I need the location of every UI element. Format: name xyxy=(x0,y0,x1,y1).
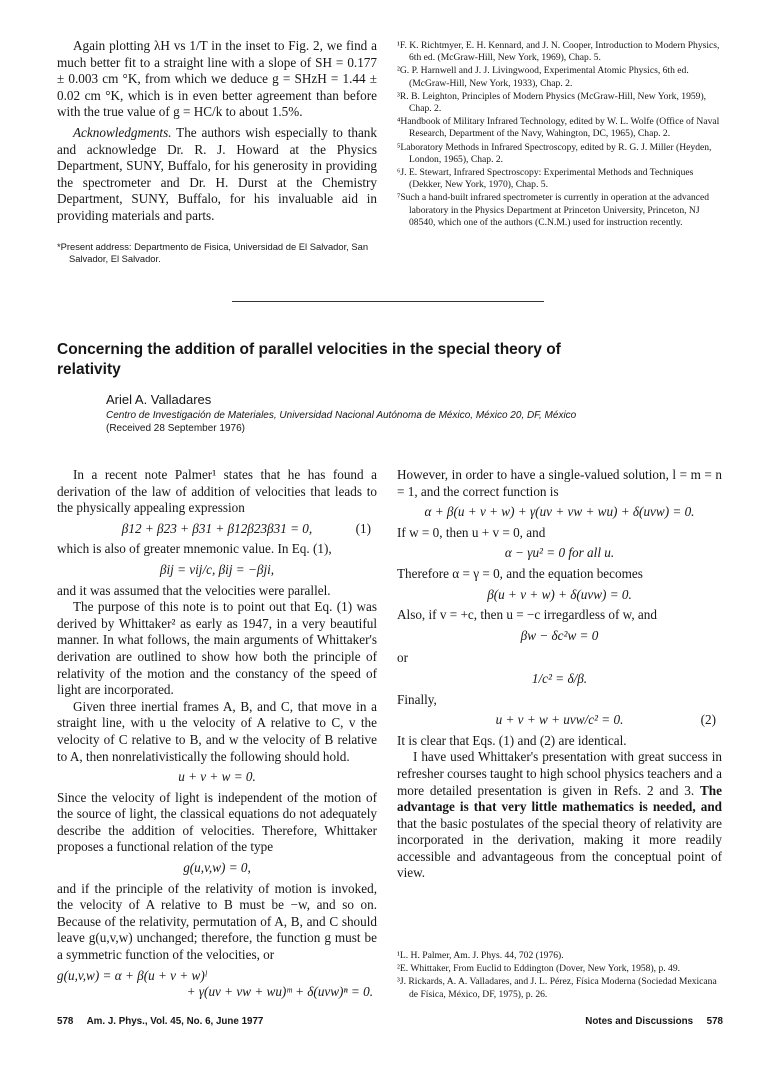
equation-d: βw − δc²w = 0 xyxy=(520,627,599,643)
equation-g-expanded-2: + γ(uv + vw + wu)ᵐ + δ(uvw)ⁿ = 0. xyxy=(186,984,373,1000)
acknowledgments xyxy=(57,125,377,225)
equation-sum: u + v + w = 0. xyxy=(178,769,256,785)
paragraph: Since the velocity of light is independent of the motion of the source of light, the classical equations do not adequately describe the addition of velocities. Therefore, Whittaker proposes a functional relation of the type xyxy=(57,789,377,855)
ref-item: ⁷Such a hand-built infrared spectrometer is currently in operation at the advanced laboratory in the Physics Department at Princeton University, Princeton, NJ 08540, which one of the authors (C.N.M.) used for instruction recently. xyxy=(397,192,710,228)
paragraph: In a recent note Palmer¹ states that he has found a derivation of the law of addition of velocities that leads to the physically appealing expression xyxy=(57,467,377,516)
ack-text: The authors wish especially to thank and acknowledge Dr. R. J. Howard at the Physics Department, SUNY, Buffalo, for his generosity in providing the spectrometer and Dr. H. Durst at the Chemistry Department, SUNY, Buffalo, for his invaluable aid in providing materials and parts. xyxy=(57,124,377,223)
paragraph: Also, if v = +c, then u = −c irregardless of w, and xyxy=(397,607,657,623)
paragraph: or xyxy=(397,650,408,666)
top-references xyxy=(397,40,722,230)
equation-number: (2) xyxy=(700,712,716,728)
equation-2: u + v + w + uvw/c² = 0. (2) xyxy=(495,712,716,728)
ref-item: ¹F. K. Richtmyer, E. H. Kennard, and J. N. Cooper, Introduction to Modern Physics, 6th ed. (McGraw-Hill, New York, 1969), Chap. 5. xyxy=(397,40,720,64)
equation-c: β(u + v + w) + δ(uvw) = 0. xyxy=(487,586,632,602)
ref-item: ¹L. H. Palmer, Am. J. Phys. 44, 702 (1976). xyxy=(397,950,564,961)
equation-1: β12 + β23 + β31 + β12β23β31 = 0, (1) xyxy=(121,520,371,536)
article-author: Ariel A. Valladares xyxy=(106,392,212,407)
right-column xyxy=(397,467,722,882)
paragraph: The purpose of this note is to point out that Eq. (1) was derived by Whittaker² as early as 1947, in a very beautiful manner. In what follows, the main arguments of Whittaker's derivation are outlined to show how both the principle of relativity of the motion and the constancy of the speed of light are incorporated. xyxy=(57,599,377,698)
bottom-references xyxy=(397,950,722,1002)
ref-item: ³J. Rickards, A. A. Valladares, and J. L. Pérez, Física Moderna (Sociedad Mexicana de Física, México, DF, 1975), p. 26. xyxy=(397,976,717,1000)
ref-item: ⁵Laboratory Methods in Infrared Spectroscopy, edited by R. G. J. Miller (Heyden, London, 1965), Chap. 2. xyxy=(397,141,712,165)
top-left-column xyxy=(57,38,377,225)
author-affiliation: Centro de Investigación de Materiales, Universidad Nacional Autónoma de México, México 20, DF, México (Received 28 September 1976) xyxy=(106,409,626,435)
present-address-footnote: *Present address: Departmento de Fisica, Universidad de El Salvador, San Salvador, El Salvador. xyxy=(57,241,369,265)
equation-a: α + β(u + v + w) + γ(uv + vw + wu) + δ(uvw) = 0. xyxy=(424,504,695,520)
article-title: Concerning the addition of parallel velocities in the special theory of relativity xyxy=(57,341,561,378)
footer-right: Notes and Discussions 578 xyxy=(585,1016,723,1027)
paragraph: which is also of greater mnemonic value. In Eq. (1), xyxy=(57,541,332,557)
paragraph: Therefore α = γ = 0, and the equation becomes xyxy=(397,565,643,581)
footer-left: 578 Am. J. Phys., Vol. 45, No. 6, June 1977 xyxy=(57,1016,264,1027)
ref-item: ⁴Handbook of Military Infrared Technology, edited by W. L. Wolfe (Office of Naval Research, Department of the Navy, Wahington, DC, 1965), Chap. 2. xyxy=(397,116,720,140)
ack-label: Acknowledgments. xyxy=(73,124,172,140)
equation-e: 1/c² = δ/β. xyxy=(531,670,588,686)
equation-g: g(u,v,w) = 0, xyxy=(183,860,251,876)
ref-item: ²E. Whittaker, From Euclid to Eddington (Dover, New York, 1958), p. 49. xyxy=(397,963,681,975)
paragraph: Given three inertial frames A, B, and C, that move in a straight line, with u the velocity of A relative to C, v the velocity of C relative to B, and w the velocity of B relative to A, then nonrelativistically the following should hold. xyxy=(57,698,377,764)
paragraph: It is clear that Eqs. (1) and (2) are identical. xyxy=(397,732,627,748)
paragraph: and it was assumed that the velocities were parallel. xyxy=(57,582,331,598)
equation-number: (1) xyxy=(355,520,371,536)
paragraph: I have used Whittaker's presentation with great success in refresher courses taught to high school physics teachers and a more detailed presentation is given in Refs. 2 and 3. The advantage is that very little mathematics is needed, and that the basic postulates of the special theory of relativity are incorporated in the derivation, making it more readily accessible and advantageous from the conceptual point of view. xyxy=(397,749,722,881)
equation-definition: βij = vij/c, βij = −βji, xyxy=(159,561,275,577)
equation-g-expanded-1: g(u,v,w) = α + β(u + v + w)ˡ xyxy=(57,967,207,983)
paragraph: If w = 0, then u + v = 0, and xyxy=(397,524,546,540)
left-column xyxy=(57,467,377,1005)
paragraph: Finally, xyxy=(397,691,437,707)
paragraph: However, in order to have a single-valued solution, l = m = n = 1, and the correct function is xyxy=(397,467,722,499)
received-date: (Received 28 September 1976) xyxy=(106,423,245,434)
closing-paragraph: Again plotting λH vs 1/T in the inset to Fig. 2, we find a much better fit to a straight line with a slope of SH = 0.177 ± 0.003 cm °K, from which we deduce g = SHzH = 1.44 ± 0.02 cm °K, which is in even better agreement than before with the true value of g = HC/k to about 1.5%. xyxy=(57,38,377,120)
ref-item: ²G. P. Harnwell and J. J. Livingwood, Experimental Atomic Physics, 6th ed. (McGraw-Hill, New York, 1933), Chap. 2. xyxy=(397,65,689,89)
section-divider xyxy=(232,301,544,302)
ref-item: ⁶J. E. Stewart, Infrared Spectroscopy: Experimental Methods and Techniques (Dekker, New York, 1970), Chap. 5. xyxy=(397,167,694,191)
equation-b: α − γu² = 0 for all u. xyxy=(504,545,615,561)
ref-item: ³R. B. Leighton, Principles of Modern Physics (McGraw-Hill, New York, 1959), Chap. 2. xyxy=(397,90,707,115)
paragraph: and if the principle of the relativity of motion is invoked, the velocity of A relative to B must be −w, and so on. Because of the relativity, permutation of A, B, and C should leave g(u,v,w) unchanged; therefore, the function g must be a symmetric function of the velocities, or xyxy=(57,880,377,963)
